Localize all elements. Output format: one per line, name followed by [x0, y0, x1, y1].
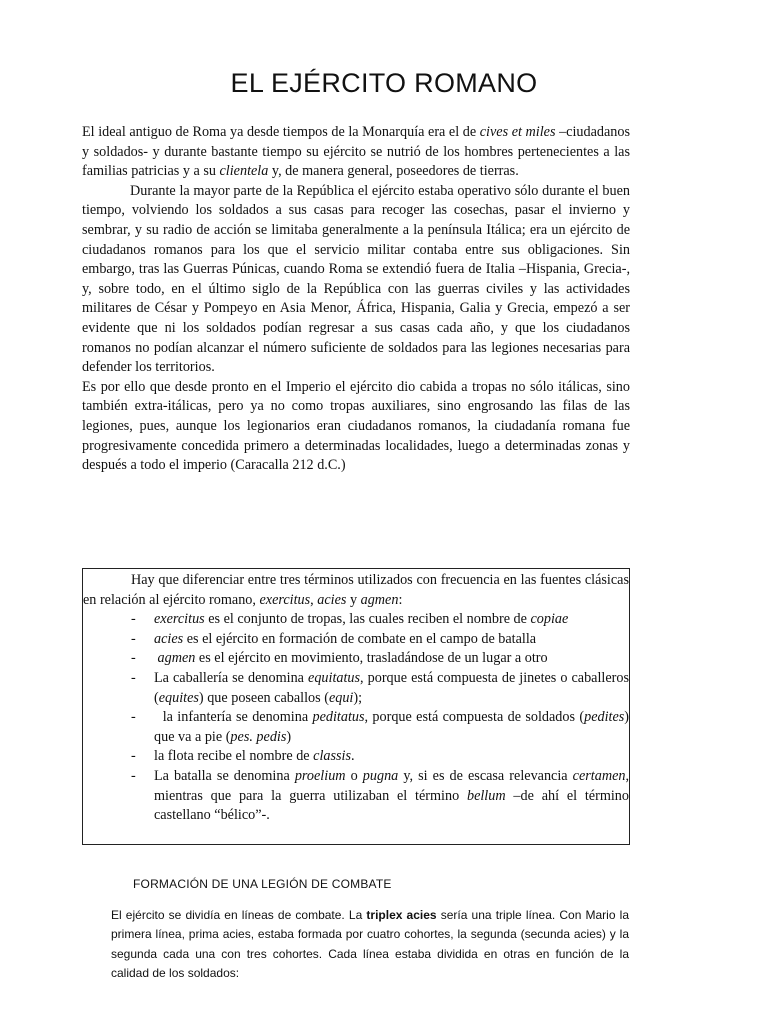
text-span: La batalla se denomina — [154, 767, 295, 784]
bullet-dash: - — [131, 611, 136, 628]
latin-term: bellum — [466, 787, 506, 804]
page-title: EL EJÉRCITO ROMANO — [230, 68, 538, 98]
text-span: es el ejército en movimiento, trasladándose de un lugar a otro — [195, 650, 548, 667]
intro-paragraph-2: Durante la mayor parte de la República el ejército estaba operativo sólo durante el buen tiempo, volviendo los soldados a sus casas para recoger las cosechas, pasar el invierno y sembrar, y su radio de acción se limitaba generalmente a la península Itálica; era un ejército de ciudadanos romanos para los que el servicio militar contaba entre sus obligaciones. Sin embargo, tras las Guerras Púnicas, cuando Roma se extendió fuera de Italia –Hispania, Grecia-, y, sobre todo, en el último siglo de la República con las guerras civiles y las actividades militares de César y Pompeyo en Asia Menor, África, Hispania, Galia y Grecia, empezó a ser evidente que ni los soldados podían regresar a sus casas cada año, y que los ciudadanos romanos no podían alcanzar el número suficiente de soldados para las legiones necesarias para defender los territorios. — [82, 182, 630, 376]
latin-term: copiae — [530, 611, 569, 628]
bullet-dash: - — [131, 748, 136, 765]
text-span: El ejército se dividía en líneas de combate. La — [111, 908, 367, 922]
text-span: , porque está compuesta de soldados ( — [364, 709, 585, 726]
latin-term: acies — [154, 630, 184, 647]
text-span: , mientras que para la guerra utilizaban el término — [154, 767, 630, 804]
text-span: y, si es de escasa relevancia — [398, 767, 573, 784]
list-item — [83, 767, 629, 826]
bullet-dash: - — [131, 767, 136, 784]
text-span: y, de manera general, poseedores de tierras. — [268, 163, 519, 180]
text-span: La caballería se denomina — [154, 669, 309, 686]
intro-paragraph-3: Es por ello que desde pronto en el Imperio el ejército dio cabida a tropas no sólo itálicas, sino también extra-itálicas, pero ya no como tropas auxiliares, sino engrosando las filas de las legiones, pues, aunque los legionarios eran ciudadanos romanos, la ciudadanía romana fue progresivamente concedida primero a determinadas localidades, luego a determinadas zonas y después a todo el imperio (Caracalla 212 d.C.) — [82, 378, 630, 474]
latin-term: pes. pedis — [230, 728, 287, 745]
bold-term: triplex acies — [366, 908, 437, 922]
list-item — [83, 747, 629, 767]
latin-term: equi — [328, 689, 354, 706]
text-span: El ideal antiguo de Roma ya desde tiempos de la Monarquía era el de — [82, 124, 480, 140]
latin-term: peditatus — [312, 709, 365, 726]
text-span: Hay que diferenciar entre tres términos utilizados con frecuencia en las fuentes clásicas en relación al ejército romano, — [83, 572, 629, 608]
text-span: sería una triple línea. Con Mario la primera línea, prima acies, estaba formada por cuatro cohortes, la segunda (secunda acies) y la segunda cada una con tres cohortes. Cada línea estaba dividida en otras en función de la calidad de los soldados: — [111, 908, 629, 980]
text-span: . — [350, 748, 355, 765]
list-item — [83, 610, 629, 630]
bullet-dash: - — [131, 650, 136, 667]
section-heading: FORMACIÓN DE UNA LEGIÓN DE COMBATE — [133, 877, 392, 891]
section-paragraph — [111, 906, 629, 983]
text-span: ); — [353, 689, 363, 706]
latin-term: pedites — [584, 709, 625, 726]
latin-term: exercitus — [259, 591, 311, 608]
text-span: la flota recibe el nombre de — [154, 748, 314, 765]
latin-term: equites — [158, 689, 199, 706]
latin-term: equitatus — [308, 669, 361, 686]
latin-term: agmen — [360, 591, 399, 608]
text-span: y — [346, 591, 361, 608]
text-span: es el ejército en formación de combate en el campo de batalla — [183, 630, 537, 647]
intro-paragraph-1 — [82, 123, 630, 182]
text-span: es el conjunto de tropas, las cuales reciben el nombre de — [204, 611, 531, 628]
text-span: o — [345, 767, 363, 784]
list-item — [83, 649, 629, 669]
latin-term: pugna — [362, 767, 399, 784]
terms-box — [82, 568, 630, 845]
list-item — [83, 708, 629, 747]
text-span: la infantería se denomina — [154, 709, 313, 726]
text-span: –ciudadanos y soldados- y durante bastante tiempo su ejército se nutrió de los hombres pertenecientes a las familias patricias y a su — [82, 124, 630, 180]
text-span: ) que va a pie ( — [154, 709, 630, 745]
latin-term: acies — [317, 591, 347, 608]
text-span: –de ahí el término castellano “bélico”-. — [154, 787, 629, 824]
terms-intro — [83, 571, 629, 610]
latin-term: cives et miles — [479, 124, 556, 140]
latin-term: proelium — [294, 767, 346, 784]
bullet-dash: - — [131, 669, 136, 686]
latin-term: agmen — [157, 650, 196, 667]
bullet-dash: - — [131, 709, 136, 726]
text-span: , — [310, 591, 318, 608]
text-span: : — [398, 591, 403, 608]
intro-text — [82, 123, 630, 476]
latin-term: exercitus — [154, 611, 205, 628]
text-span: , porque está compuesta de jinetes o caballeros ( — [154, 669, 630, 706]
list-item — [83, 630, 629, 650]
latin-term: classis — [313, 748, 351, 765]
section-text — [111, 906, 629, 983]
text-span: ) — [286, 728, 292, 745]
text-span: ) que poseen caballos ( — [198, 689, 329, 706]
list-item — [83, 669, 629, 708]
terms-list — [83, 610, 629, 826]
latin-term: certamen — [572, 767, 626, 784]
bullet-dash: - — [131, 630, 136, 647]
latin-term: clientela — [219, 163, 269, 180]
